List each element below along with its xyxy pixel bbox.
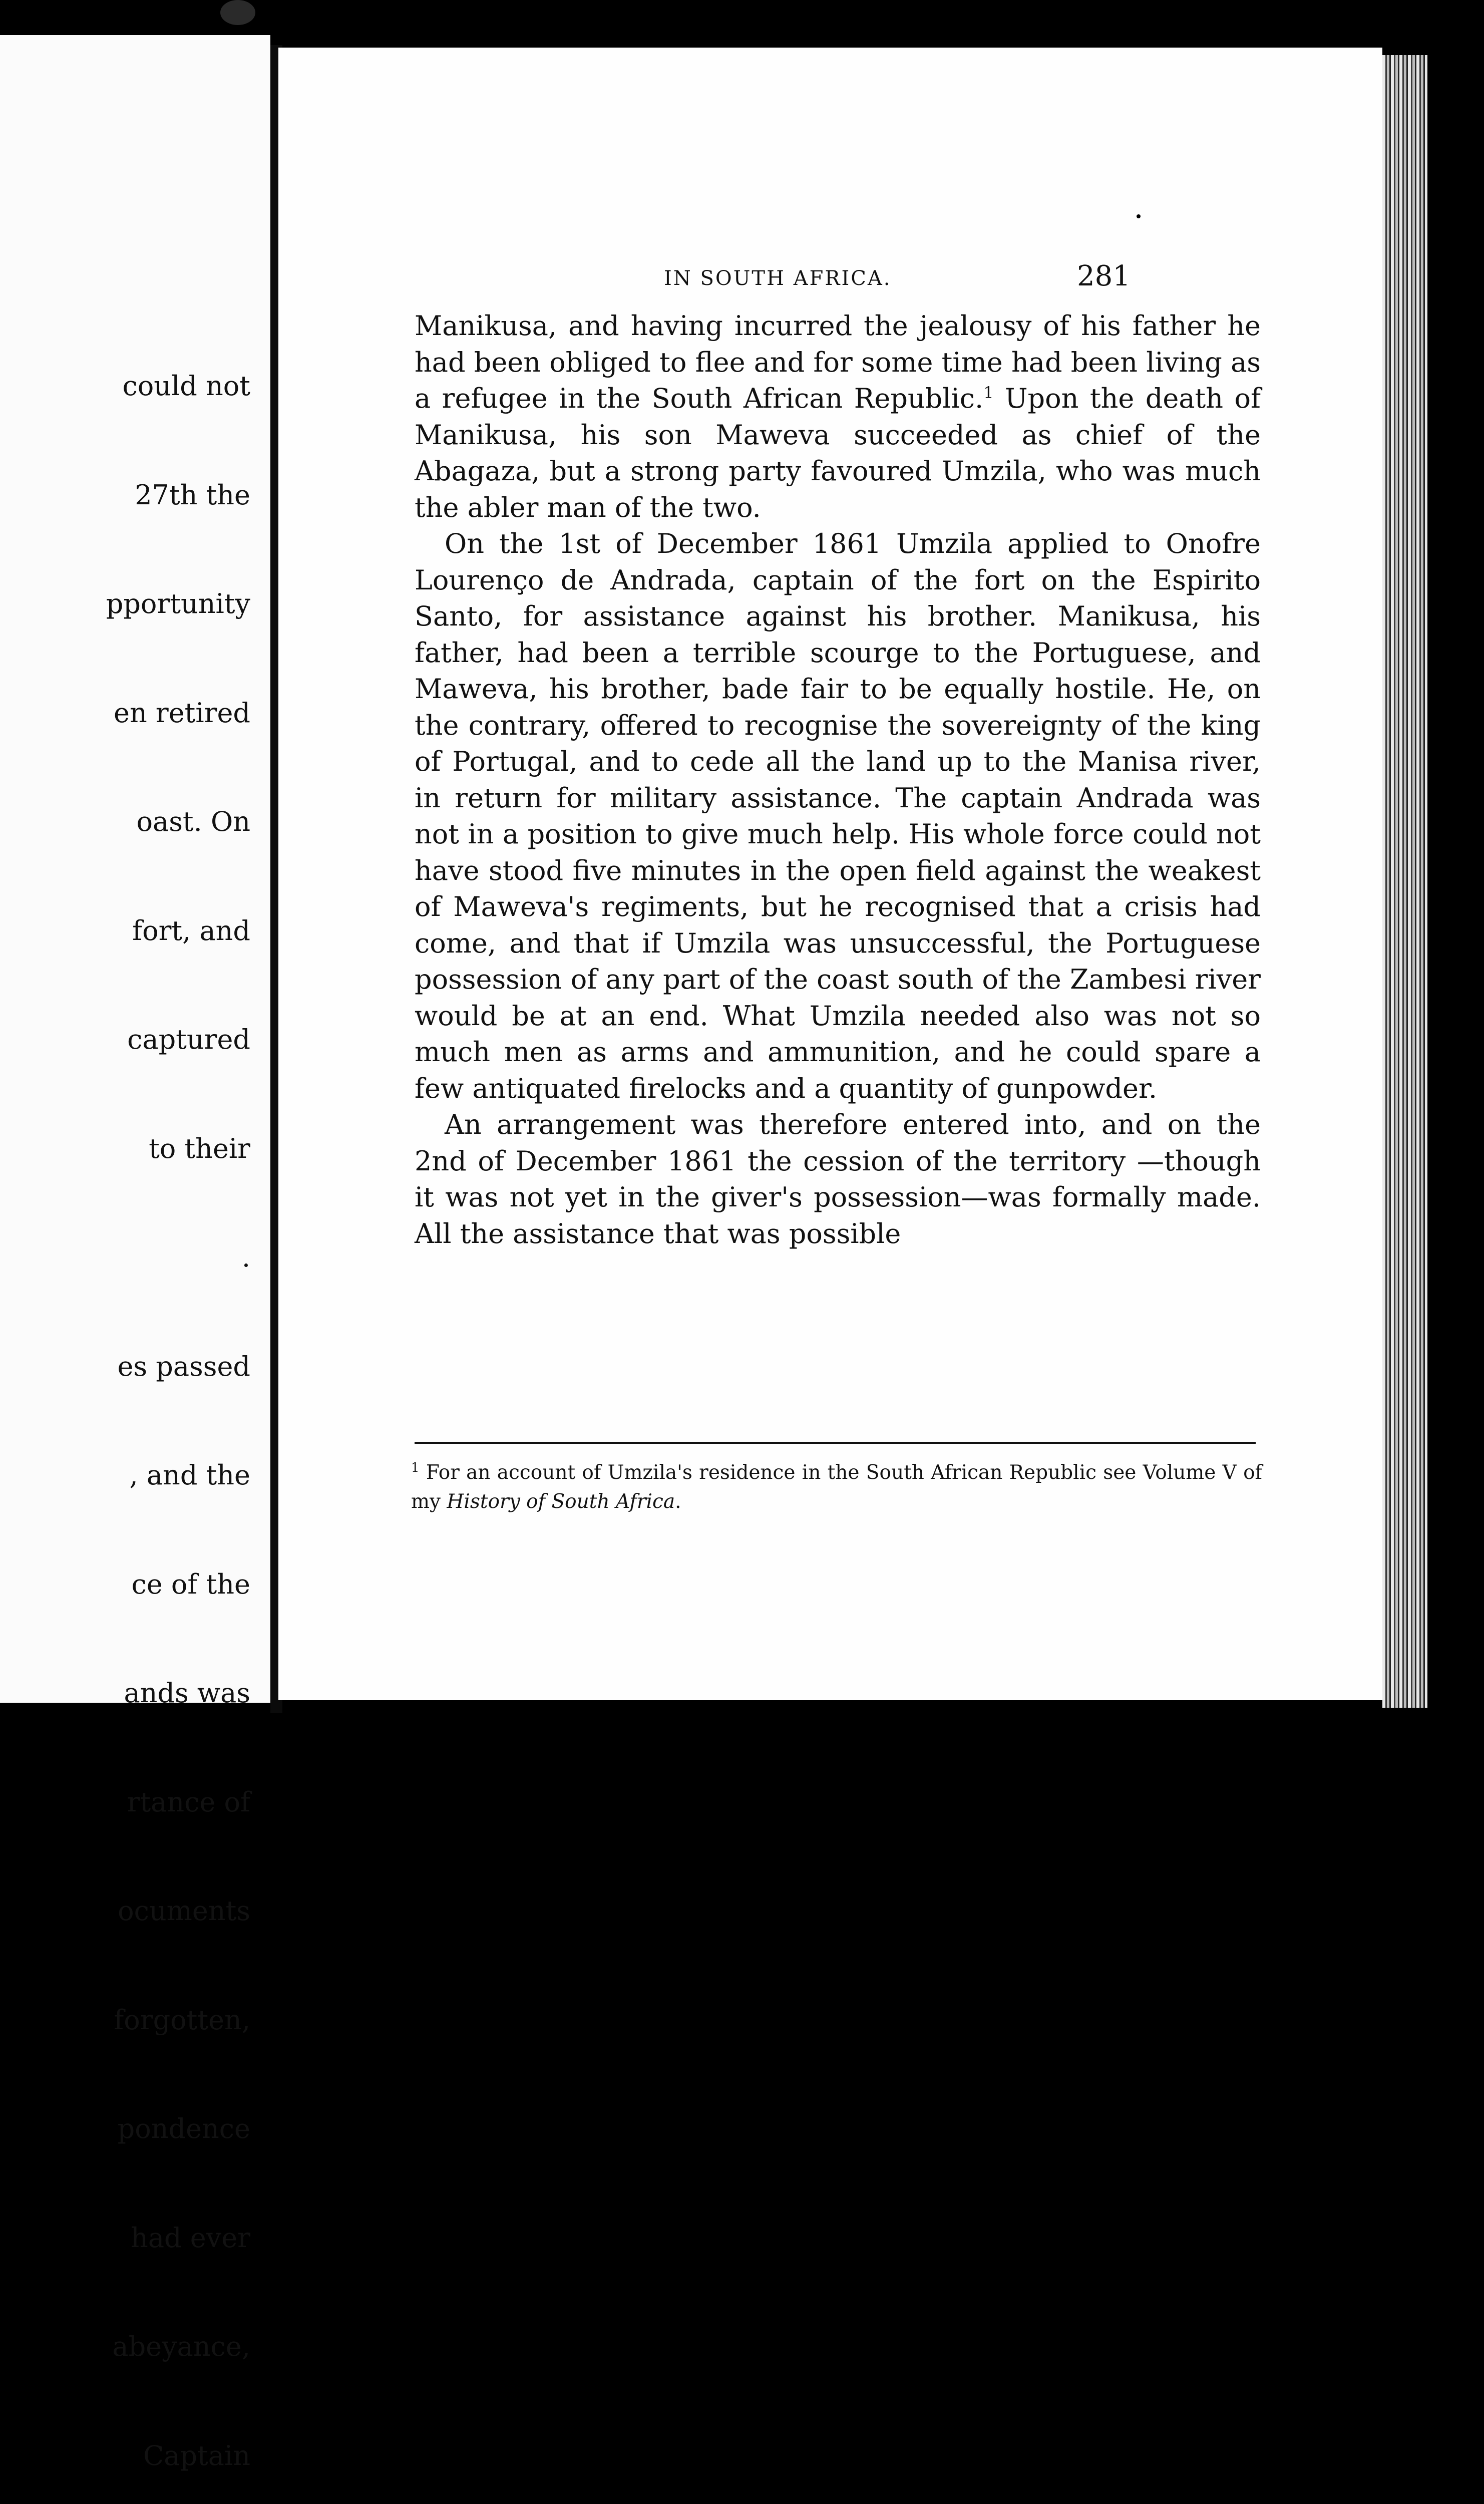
previous-page-line: rtance of	[127, 1786, 250, 1818]
footnote-marker: 1	[411, 1460, 420, 1475]
paragraph-text: Manikusa, and having incurred the jealousy of his father he had been obliged to flee and for some time had been living as a refugee in the South African Republic.	[415, 310, 1261, 414]
scan-speck	[1137, 214, 1141, 218]
footnote-title: History of South Africa	[447, 1490, 675, 1513]
previous-page-line: Captain	[143, 2439, 250, 2471]
previous-page	[0, 35, 270, 2471]
previous-page-line: es passed	[117, 1350, 250, 1382]
previous-page-line: ocuments	[118, 1895, 250, 1927]
previous-page-line: oast. On	[136, 806, 250, 837]
previous-page-line: , and the	[129, 1459, 250, 1491]
paragraph: An arrangement was therefore entered into, and on the 2nd of December 1861 the cession of the territory —though it was not yet in the giver's possession—was formally made. All the assistance that was possible	[415, 1109, 1261, 1249]
previous-page-line: to their	[149, 1132, 250, 1164]
previous-page-line: ce of the	[131, 1568, 250, 1600]
previous-page-line: had ever	[131, 2222, 250, 2254]
previous-page-line: .	[241, 1241, 250, 1273]
footnote-end: .	[675, 1490, 681, 1513]
page-number: 281	[1077, 260, 1131, 292]
page-edges	[1382, 55, 1427, 1708]
previous-page-line: abeyance,	[112, 2331, 250, 2362]
previous-page-line: captured	[127, 1024, 250, 1055]
previous-page-line: pportunity	[106, 588, 250, 619]
footnote	[411, 1458, 1262, 1516]
paragraph-text: Upon the death of Manikusa, his son Maweva succeeded as chief of the Abagaza, but a strong party favoured Umzila, who was much the abler man of the two.	[415, 383, 1261, 523]
previous-page-line: 27th the	[135, 479, 250, 511]
scan-speck	[220, 0, 255, 25]
previous-page-line: could not	[122, 370, 250, 402]
previous-page-line: forgotten,	[114, 2004, 250, 2036]
footnote-text: For an account of Umzila's residence in the South African Republic see Volume V of my	[411, 1461, 1262, 1513]
running-head: IN SOUTH AFRICA.	[664, 267, 892, 290]
footnote-reference: 1	[983, 383, 994, 402]
previous-page-line: pondence	[117, 2113, 250, 2144]
previous-page-text	[0, 295, 250, 2504]
body-text	[415, 308, 1261, 1252]
paragraph: On the 1st of December 1861 Umzila applied to Onofre Lourenço de Andrada, captain of the fort on the Espirito Santo, for assistance against his brother. Manikusa, his father, had been a terrible scourge to the Portuguese, and Maweva, his brother, bade fair to be equally hostile. He, on the contrary, offered to recognise the sovereignty of the king of Portugal, and to cede all the land up to the Manisa river, in return for military assistance. The captain Andrada was not in a position to give much help. His whole force could not have stood five minutes in the open field against the weakest of Maweva's regiments, but he recognised that a crisis had come, and that if Umzila was unsuccessful, the Portuguese possession of any part of the coast south of the Zambesi river would be at an end. What Umzila needed also was not so much men as arms and ammunition, and he could spare a few antiquated firelocks and a quantity of gunpowder.	[415, 528, 1261, 1104]
paragraph	[415, 308, 1261, 526]
previous-page-line: ands was	[124, 1677, 250, 1709]
previous-page-line: en retired	[114, 697, 250, 729]
previous-page-line: fort, and	[132, 914, 250, 947]
book-page	[278, 48, 1382, 1700]
footnote-rule	[415, 1442, 1256, 1444]
